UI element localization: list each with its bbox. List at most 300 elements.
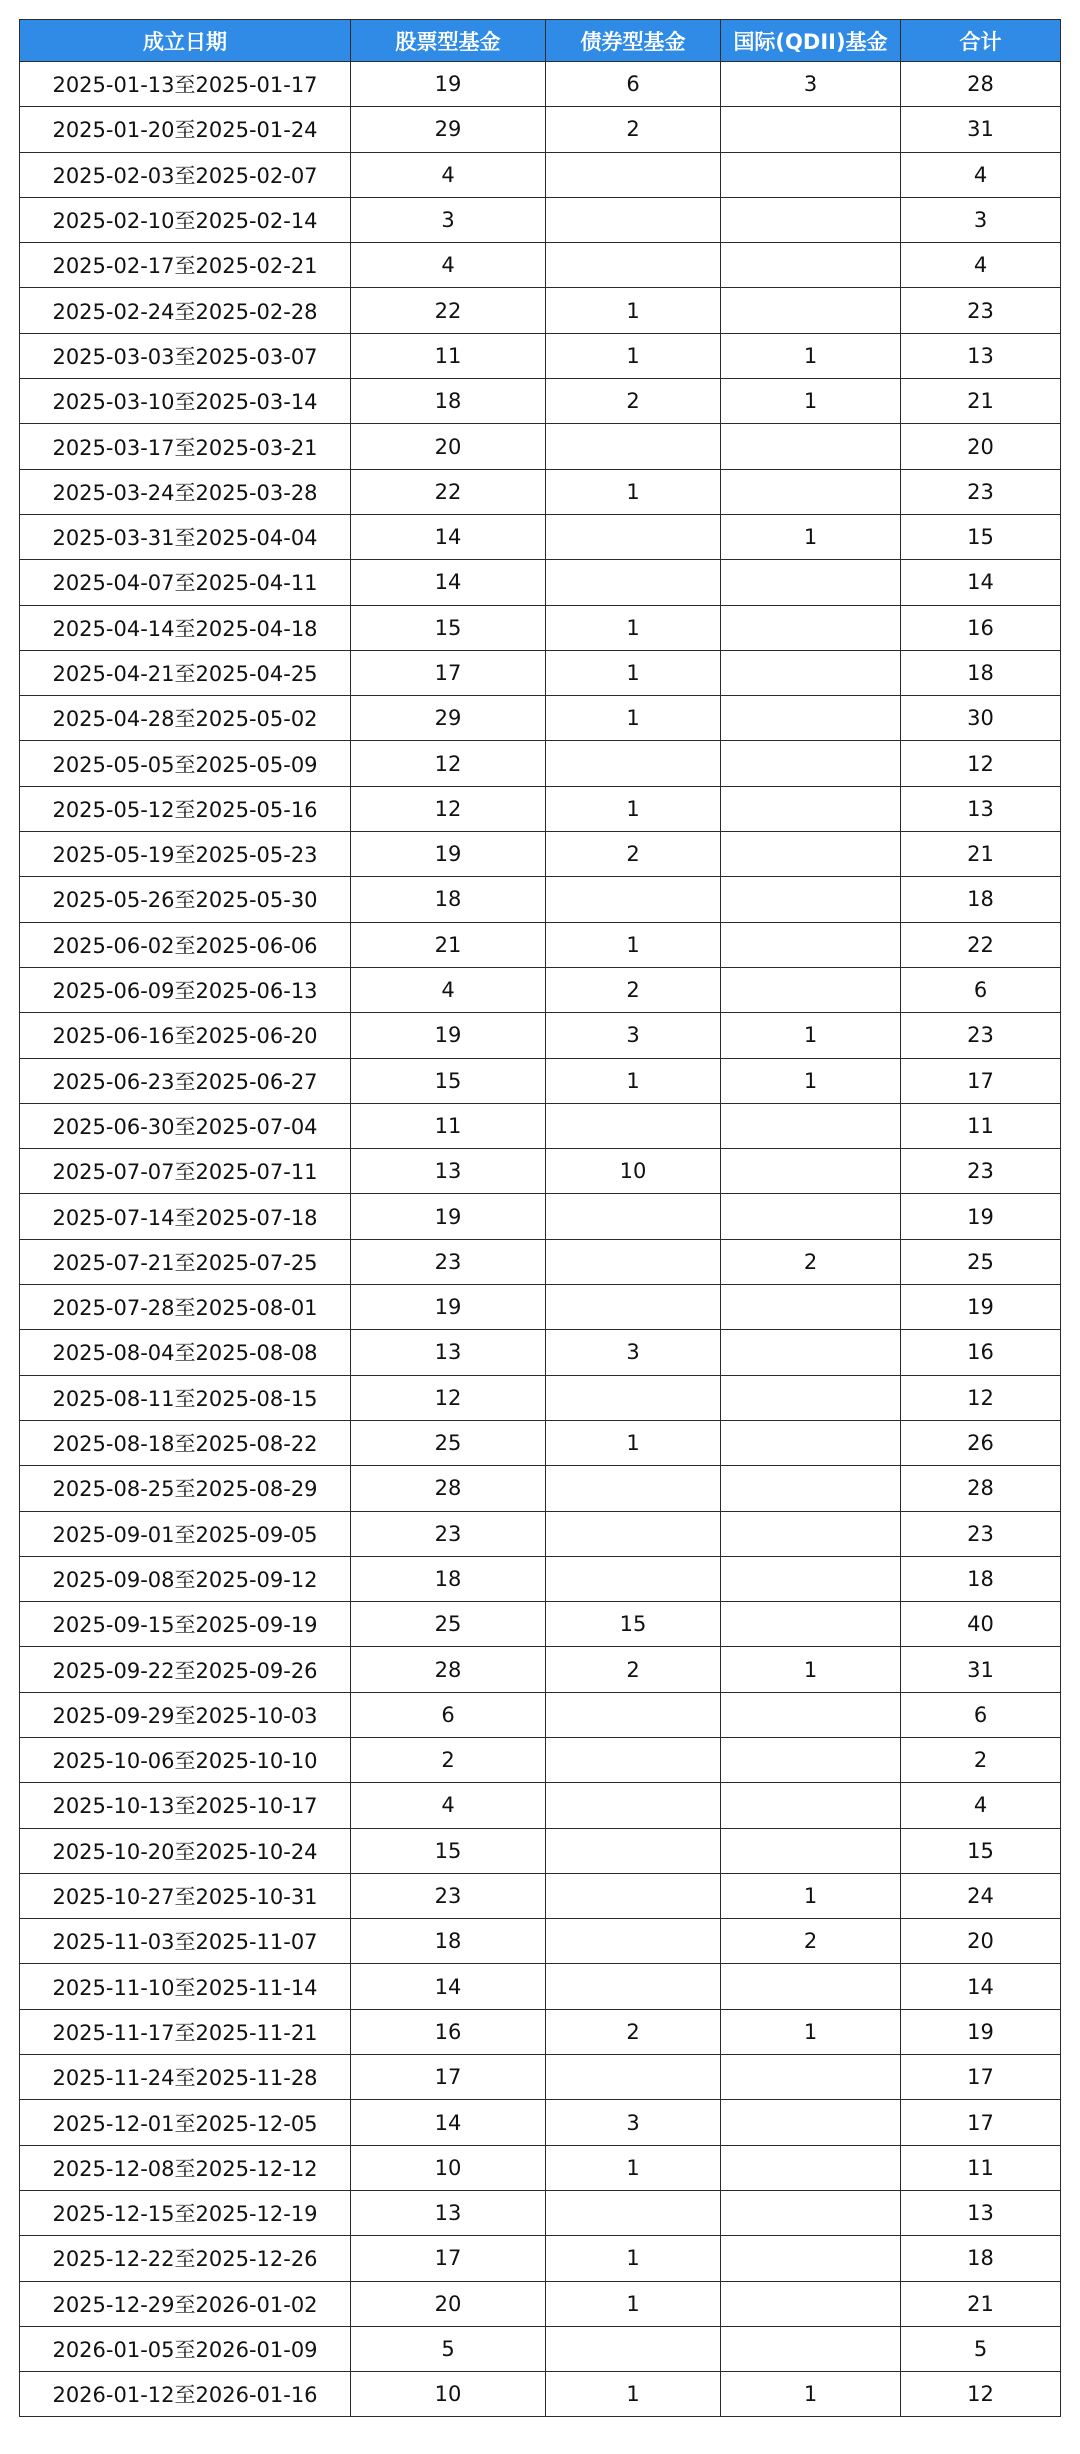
cell-date-range: 2025-08-04至2025-08-08 (20, 1330, 351, 1375)
cell-bond-fund: 1 (546, 2372, 721, 2417)
cell-total: 40 (901, 1602, 1061, 1647)
cell-stock-fund: 10 (351, 2145, 546, 2190)
cell-bond-fund: 2 (546, 379, 721, 424)
cell-stock-fund: 22 (351, 288, 546, 333)
cell-bond-fund: 2 (546, 832, 721, 877)
cell-date-range: 2025-05-05至2025-05-09 (20, 741, 351, 786)
cell-stock-fund: 28 (351, 1466, 546, 1511)
cell-total: 18 (901, 650, 1061, 695)
table-row (20, 2055, 1061, 2100)
cell-date-range: 2025-12-29至2026-01-02 (20, 2281, 351, 2326)
cell-stock-fund: 29 (351, 107, 546, 152)
cell-total: 23 (901, 1511, 1061, 1556)
header-qdii-fund: 国际(QDII)基金 (721, 20, 901, 62)
cell-qdii-fund (721, 1692, 901, 1737)
cell-qdii-fund (721, 152, 901, 197)
cell-bond-fund (546, 1285, 721, 1330)
cell-total: 16 (901, 605, 1061, 650)
cell-qdii-fund (721, 1420, 901, 1465)
cell-stock-fund: 15 (351, 1828, 546, 1873)
cell-date-range: 2025-12-22至2025-12-26 (20, 2236, 351, 2281)
cell-bond-fund: 3 (546, 1013, 721, 1058)
cell-qdii-fund (721, 832, 901, 877)
cell-qdii-fund (721, 1330, 901, 1375)
cell-total: 15 (901, 514, 1061, 559)
table-row (20, 1737, 1061, 1782)
cell-date-range: 2025-11-17至2025-11-21 (20, 2009, 351, 2054)
cell-stock-fund: 6 (351, 1692, 546, 1737)
table-body (20, 62, 1061, 2417)
cell-stock-fund: 19 (351, 1194, 546, 1239)
cell-qdii-fund (721, 2145, 901, 2190)
table-row (20, 469, 1061, 514)
cell-total: 2 (901, 1737, 1061, 1782)
cell-qdii-fund (721, 1737, 901, 1782)
cell-stock-fund: 29 (351, 696, 546, 741)
cell-bond-fund (546, 1692, 721, 1737)
cell-date-range: 2025-02-03至2025-02-07 (20, 152, 351, 197)
cell-qdii-fund: 1 (721, 1058, 901, 1103)
cell-date-range: 2025-05-19至2025-05-23 (20, 832, 351, 877)
table-row (20, 514, 1061, 559)
cell-bond-fund (546, 1556, 721, 1601)
cell-total: 17 (901, 2100, 1061, 2145)
cell-total: 19 (901, 2009, 1061, 2054)
table-row (20, 967, 1061, 1012)
cell-total: 18 (901, 1556, 1061, 1601)
cell-date-range: 2025-06-30至2025-07-04 (20, 1103, 351, 1148)
cell-bond-fund: 2 (546, 1647, 721, 1692)
cell-total: 6 (901, 967, 1061, 1012)
table-row (20, 1285, 1061, 1330)
table-row (20, 605, 1061, 650)
cell-date-range: 2025-06-09至2025-06-13 (20, 967, 351, 1012)
cell-qdii-fund: 1 (721, 379, 901, 424)
cell-qdii-fund: 1 (721, 2009, 901, 2054)
cell-stock-fund: 4 (351, 152, 546, 197)
cell-stock-fund: 21 (351, 922, 546, 967)
cell-date-range: 2025-06-23至2025-06-27 (20, 1058, 351, 1103)
cell-bond-fund (546, 2190, 721, 2235)
table-row (20, 1420, 1061, 1465)
cell-bond-fund: 2 (546, 967, 721, 1012)
cell-stock-fund: 4 (351, 1783, 546, 1828)
cell-qdii-fund (721, 877, 901, 922)
cell-total: 23 (901, 288, 1061, 333)
cell-bond-fund (546, 877, 721, 922)
cell-qdii-fund (721, 2100, 901, 2145)
table-row (20, 1964, 1061, 2009)
cell-total: 23 (901, 1013, 1061, 1058)
cell-total: 4 (901, 152, 1061, 197)
cell-stock-fund: 19 (351, 62, 546, 107)
cell-date-range: 2025-04-21至2025-04-25 (20, 650, 351, 695)
table-row (20, 786, 1061, 831)
cell-qdii-fund (721, 288, 901, 333)
cell-bond-fund (546, 243, 721, 288)
cell-stock-fund: 10 (351, 2372, 546, 2417)
cell-bond-fund (546, 197, 721, 242)
table-row (20, 1783, 1061, 1828)
cell-date-range: 2025-10-06至2025-10-10 (20, 1737, 351, 1782)
cell-stock-fund: 18 (351, 379, 546, 424)
cell-total: 5 (901, 2326, 1061, 2371)
cell-bond-fund (546, 1873, 721, 1918)
cell-qdii-fund (721, 696, 901, 741)
cell-date-range: 2025-11-03至2025-11-07 (20, 1919, 351, 1964)
table-row (20, 243, 1061, 288)
cell-bond-fund: 1 (546, 2145, 721, 2190)
table-row (20, 560, 1061, 605)
cell-total: 11 (901, 1103, 1061, 1148)
cell-date-range: 2025-08-11至2025-08-15 (20, 1375, 351, 1420)
table-row (20, 741, 1061, 786)
cell-bond-fund: 1 (546, 469, 721, 514)
cell-total: 24 (901, 1873, 1061, 1918)
table-row (20, 1103, 1061, 1148)
table-row (20, 1602, 1061, 1647)
cell-stock-fund: 3 (351, 197, 546, 242)
cell-date-range: 2025-09-22至2025-09-26 (20, 1647, 351, 1692)
cell-qdii-fund (721, 1149, 901, 1194)
cell-stock-fund: 13 (351, 1330, 546, 1375)
cell-qdii-fund (721, 243, 901, 288)
cell-stock-fund: 23 (351, 1873, 546, 1918)
cell-bond-fund (546, 1375, 721, 1420)
cell-date-range: 2025-04-14至2025-04-18 (20, 605, 351, 650)
cell-total: 13 (901, 2190, 1061, 2235)
cell-bond-fund (546, 1511, 721, 1556)
table-row (20, 832, 1061, 877)
table-row (20, 1330, 1061, 1375)
cell-total: 28 (901, 62, 1061, 107)
table-row (20, 424, 1061, 469)
cell-date-range: 2025-10-20至2025-10-24 (20, 1828, 351, 1873)
cell-stock-fund: 15 (351, 1058, 546, 1103)
cell-qdii-fund (721, 650, 901, 695)
cell-bond-fund: 1 (546, 786, 721, 831)
table-header (20, 20, 1061, 62)
cell-date-range: 2025-11-24至2025-11-28 (20, 2055, 351, 2100)
table-row (20, 1873, 1061, 1918)
cell-qdii-fund (721, 1285, 901, 1330)
cell-qdii-fund: 1 (721, 1647, 901, 1692)
cell-bond-fund (546, 1919, 721, 1964)
cell-date-range: 2025-09-01至2025-09-05 (20, 1511, 351, 1556)
table-row (20, 2372, 1061, 2417)
cell-qdii-fund: 2 (721, 1919, 901, 1964)
cell-date-range: 2025-07-21至2025-07-25 (20, 1239, 351, 1284)
cell-total: 14 (901, 560, 1061, 605)
cell-stock-fund: 19 (351, 1285, 546, 1330)
cell-date-range: 2025-06-02至2025-06-06 (20, 922, 351, 967)
table-row (20, 1194, 1061, 1239)
cell-total: 22 (901, 922, 1061, 967)
cell-date-range: 2025-10-27至2025-10-31 (20, 1873, 351, 1918)
cell-stock-fund: 20 (351, 424, 546, 469)
cell-date-range: 2025-07-14至2025-07-18 (20, 1194, 351, 1239)
cell-qdii-fund (721, 2236, 901, 2281)
table-row (20, 107, 1061, 152)
cell-bond-fund (546, 1783, 721, 1828)
cell-date-range: 2025-01-13至2025-01-17 (20, 62, 351, 107)
cell-qdii-fund (721, 1103, 901, 1148)
cell-stock-fund: 13 (351, 1149, 546, 1194)
cell-stock-fund: 12 (351, 1375, 546, 1420)
cell-date-range: 2025-03-03至2025-03-07 (20, 333, 351, 378)
cell-bond-fund: 2 (546, 2009, 721, 2054)
cell-qdii-fund (721, 1602, 901, 1647)
cell-total: 11 (901, 2145, 1061, 2190)
cell-bond-fund: 15 (546, 1602, 721, 1647)
cell-total: 31 (901, 107, 1061, 152)
cell-stock-fund: 11 (351, 1103, 546, 1148)
cell-total: 17 (901, 1058, 1061, 1103)
cell-date-range: 2025-05-12至2025-05-16 (20, 786, 351, 831)
cell-bond-fund (546, 2326, 721, 2371)
cell-qdii-fund: 2 (721, 1239, 901, 1284)
cell-qdii-fund (721, 1466, 901, 1511)
fund-establishment-table (19, 19, 1061, 2417)
cell-stock-fund: 5 (351, 2326, 546, 2371)
table-row (20, 2326, 1061, 2371)
cell-qdii-fund (721, 197, 901, 242)
cell-date-range: 2025-06-16至2025-06-20 (20, 1013, 351, 1058)
cell-date-range: 2025-12-01至2025-12-05 (20, 2100, 351, 2145)
cell-total: 4 (901, 243, 1061, 288)
cell-stock-fund: 23 (351, 1239, 546, 1284)
cell-date-range: 2025-09-08至2025-09-12 (20, 1556, 351, 1601)
cell-qdii-fund (721, 967, 901, 1012)
cell-stock-fund: 19 (351, 832, 546, 877)
table-row (20, 2236, 1061, 2281)
cell-total: 25 (901, 1239, 1061, 1284)
cell-stock-fund: 18 (351, 1919, 546, 1964)
table-row (20, 152, 1061, 197)
table-row (20, 2009, 1061, 2054)
cell-date-range: 2025-05-26至2025-05-30 (20, 877, 351, 922)
table-row (20, 2190, 1061, 2235)
table-row (20, 1511, 1061, 1556)
table-row (20, 2100, 1061, 2145)
cell-stock-fund: 2 (351, 1737, 546, 1782)
cell-bond-fund: 1 (546, 2281, 721, 2326)
cell-bond-fund: 6 (546, 62, 721, 107)
cell-total: 14 (901, 1964, 1061, 2009)
cell-qdii-fund (721, 605, 901, 650)
table-row (20, 1375, 1061, 1420)
cell-date-range: 2025-07-07至2025-07-11 (20, 1149, 351, 1194)
table-row (20, 333, 1061, 378)
cell-stock-fund: 12 (351, 786, 546, 831)
cell-date-range: 2025-09-29至2025-10-03 (20, 1692, 351, 1737)
cell-total: 30 (901, 696, 1061, 741)
cell-bond-fund (546, 424, 721, 469)
cell-qdii-fund (721, 2055, 901, 2100)
table-row (20, 1647, 1061, 1692)
cell-qdii-fund (721, 2326, 901, 2371)
cell-total: 26 (901, 1420, 1061, 1465)
cell-qdii-fund (721, 1783, 901, 1828)
cell-qdii-fund (721, 107, 901, 152)
cell-date-range: 2025-03-17至2025-03-21 (20, 424, 351, 469)
header-stock-fund: 股票型基金 (351, 20, 546, 62)
cell-stock-fund: 18 (351, 1556, 546, 1601)
cell-bond-fund: 10 (546, 1149, 721, 1194)
cell-bond-fund: 1 (546, 922, 721, 967)
cell-bond-fund (546, 2055, 721, 2100)
table-row (20, 696, 1061, 741)
table-row (20, 1058, 1061, 1103)
cell-total: 18 (901, 2236, 1061, 2281)
table-row (20, 877, 1061, 922)
table-row (20, 197, 1061, 242)
table-row (20, 650, 1061, 695)
cell-bond-fund: 1 (546, 288, 721, 333)
table-row (20, 2145, 1061, 2190)
cell-qdii-fund (721, 1511, 901, 1556)
cell-stock-fund: 14 (351, 514, 546, 559)
table-row (20, 2281, 1061, 2326)
cell-bond-fund (546, 514, 721, 559)
cell-date-range: 2025-07-28至2025-08-01 (20, 1285, 351, 1330)
cell-qdii-fund (721, 1964, 901, 2009)
table-row (20, 1692, 1061, 1737)
cell-date-range: 2025-10-13至2025-10-17 (20, 1783, 351, 1828)
cell-stock-fund: 11 (351, 333, 546, 378)
cell-bond-fund (546, 1828, 721, 1873)
table-row (20, 1466, 1061, 1511)
fund-table-container (19, 19, 1060, 2417)
cell-total: 19 (901, 1285, 1061, 1330)
cell-qdii-fund (721, 741, 901, 786)
cell-total: 6 (901, 1692, 1061, 1737)
header-row (20, 20, 1061, 62)
cell-stock-fund: 22 (351, 469, 546, 514)
cell-date-range: 2025-03-31至2025-04-04 (20, 514, 351, 559)
cell-qdii-fund: 1 (721, 1013, 901, 1058)
cell-stock-fund: 17 (351, 650, 546, 695)
cell-stock-fund: 4 (351, 967, 546, 1012)
cell-stock-fund: 13 (351, 2190, 546, 2235)
cell-date-range: 2025-02-17至2025-02-21 (20, 243, 351, 288)
table-row (20, 1013, 1061, 1058)
cell-bond-fund: 1 (546, 696, 721, 741)
cell-qdii-fund (721, 1556, 901, 1601)
table-row (20, 922, 1061, 967)
cell-date-range: 2025-02-24至2025-02-28 (20, 288, 351, 333)
cell-total: 20 (901, 424, 1061, 469)
cell-bond-fund (546, 560, 721, 605)
cell-total: 17 (901, 2055, 1061, 2100)
cell-total: 31 (901, 1647, 1061, 1692)
cell-date-range: 2025-04-28至2025-05-02 (20, 696, 351, 741)
cell-total: 3 (901, 197, 1061, 242)
cell-qdii-fund (721, 1194, 901, 1239)
table-row (20, 288, 1061, 333)
header-establish-date: 成立日期 (20, 20, 351, 62)
table-row (20, 1828, 1061, 1873)
cell-stock-fund: 28 (351, 1647, 546, 1692)
cell-qdii-fund (721, 1375, 901, 1420)
cell-date-range: 2025-03-10至2025-03-14 (20, 379, 351, 424)
cell-qdii-fund: 3 (721, 62, 901, 107)
cell-bond-fund (546, 1964, 721, 2009)
cell-bond-fund: 1 (546, 333, 721, 378)
cell-bond-fund: 1 (546, 650, 721, 695)
cell-total: 21 (901, 832, 1061, 877)
cell-stock-fund: 25 (351, 1420, 546, 1465)
cell-date-range: 2025-01-20至2025-01-24 (20, 107, 351, 152)
cell-total: 28 (901, 1466, 1061, 1511)
cell-qdii-fund (721, 1828, 901, 1873)
cell-total: 13 (901, 786, 1061, 831)
cell-total: 20 (901, 1919, 1061, 1964)
cell-date-range: 2025-04-07至2025-04-11 (20, 560, 351, 605)
cell-bond-fund: 3 (546, 2100, 721, 2145)
cell-stock-fund: 14 (351, 2100, 546, 2145)
cell-qdii-fund (721, 560, 901, 605)
header-bond-fund: 债券型基金 (546, 20, 721, 62)
cell-qdii-fund: 1 (721, 1873, 901, 1918)
cell-bond-fund (546, 1239, 721, 1284)
cell-stock-fund: 20 (351, 2281, 546, 2326)
cell-bond-fund (546, 152, 721, 197)
cell-stock-fund: 12 (351, 741, 546, 786)
cell-total: 21 (901, 379, 1061, 424)
cell-qdii-fund (721, 786, 901, 831)
cell-qdii-fund (721, 2281, 901, 2326)
cell-total: 23 (901, 1149, 1061, 1194)
cell-total: 13 (901, 333, 1061, 378)
cell-qdii-fund (721, 2190, 901, 2235)
table-row (20, 1919, 1061, 1964)
cell-stock-fund: 15 (351, 605, 546, 650)
cell-qdii-fund: 1 (721, 2372, 901, 2417)
cell-bond-fund: 1 (546, 2236, 721, 2281)
cell-bond-fund (546, 741, 721, 786)
cell-qdii-fund (721, 922, 901, 967)
cell-stock-fund: 19 (351, 1013, 546, 1058)
cell-bond-fund: 1 (546, 605, 721, 650)
cell-bond-fund (546, 1466, 721, 1511)
cell-total: 12 (901, 741, 1061, 786)
cell-total: 19 (901, 1194, 1061, 1239)
cell-total: 16 (901, 1330, 1061, 1375)
header-total: 合计 (901, 20, 1061, 62)
cell-date-range: 2025-03-24至2025-03-28 (20, 469, 351, 514)
cell-bond-fund: 1 (546, 1420, 721, 1465)
cell-date-range: 2026-01-05至2026-01-09 (20, 2326, 351, 2371)
cell-date-range: 2026-01-12至2026-01-16 (20, 2372, 351, 2417)
cell-stock-fund: 17 (351, 2055, 546, 2100)
cell-qdii-fund (721, 424, 901, 469)
table-row (20, 1239, 1061, 1284)
cell-date-range: 2025-08-25至2025-08-29 (20, 1466, 351, 1511)
cell-total: 23 (901, 469, 1061, 514)
cell-stock-fund: 14 (351, 560, 546, 605)
cell-date-range: 2025-12-15至2025-12-19 (20, 2190, 351, 2235)
cell-bond-fund (546, 1737, 721, 1782)
cell-total: 15 (901, 1828, 1061, 1873)
cell-stock-fund: 17 (351, 2236, 546, 2281)
cell-total: 12 (901, 1375, 1061, 1420)
cell-date-range: 2025-09-15至2025-09-19 (20, 1602, 351, 1647)
cell-total: 18 (901, 877, 1061, 922)
table-row (20, 379, 1061, 424)
cell-stock-fund: 23 (351, 1511, 546, 1556)
cell-bond-fund: 3 (546, 1330, 721, 1375)
